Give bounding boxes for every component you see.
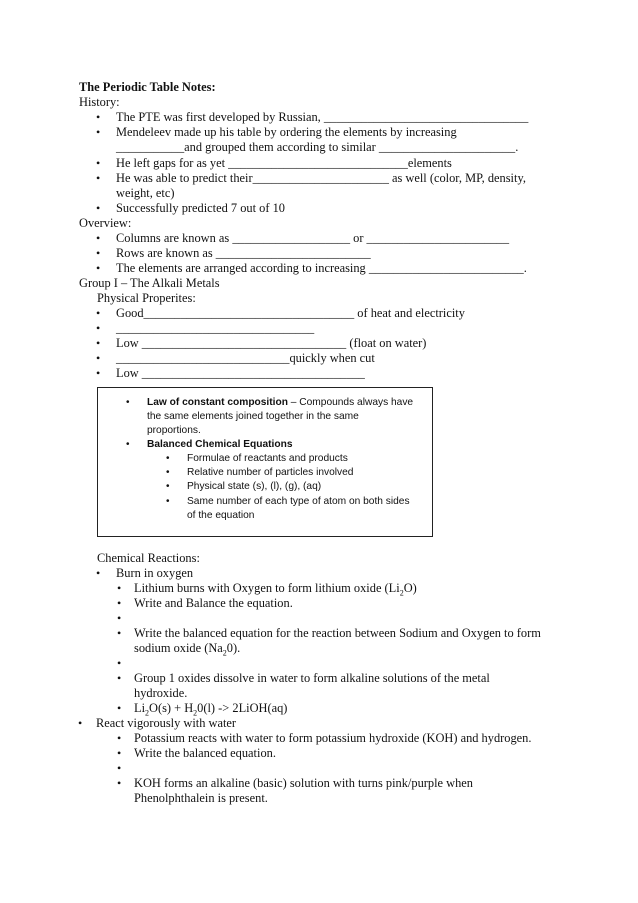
history-item: He was able to predict their______________________ as well (color, MP, density, (116, 171, 526, 185)
property-item: ____________________________quickly when cut (116, 351, 375, 365)
chemical-reactions-heading: Chemical Reactions: (97, 551, 200, 565)
bullet: • (96, 171, 101, 185)
overview-item: Columns are known as ___________________ or _______________________ (116, 231, 510, 245)
bullet: • (96, 110, 101, 124)
history-item-continued: ___________and grouped them according to similar ______________________. (116, 140, 519, 154)
balanced-sub-item-continued: of the equation (187, 510, 255, 521)
bullet: • (166, 453, 170, 464)
balanced-equations-heading: Balanced Chemical Equations (147, 439, 293, 450)
reaction-sub-item: Write and Balance the equation. (134, 596, 293, 610)
overview-item: The elements are arranged according to increasing _________________________. (116, 261, 527, 275)
bullet: • (126, 439, 130, 450)
bullet: • (117, 581, 122, 595)
equation-text: O(s) + H (149, 701, 194, 715)
reaction-sub-item-continued: hydroxide. (134, 686, 188, 700)
history-item: Successfully predicted 7 out of 10 (116, 201, 285, 215)
bullet: • (166, 481, 170, 492)
bullet: • (96, 231, 101, 245)
reaction-sub-item (134, 581, 417, 596)
reaction-text: sodium oxide (Na (134, 641, 223, 655)
subscript: 2 (222, 648, 227, 658)
bullet: • (166, 467, 170, 478)
bullet: • (117, 626, 122, 640)
balanced-sub-item: Same number of each type of atom on both sides (187, 496, 410, 507)
bullet: • (96, 246, 101, 260)
reaction-sub-item: KOH forms an alkaline (basic) solution with turns pink/purple when (134, 776, 473, 790)
bullet: • (96, 366, 101, 380)
reaction-text: O) (403, 581, 417, 595)
bullet: • (96, 125, 101, 139)
bullet: • (117, 701, 122, 715)
reaction-item: Burn in oxygen (116, 566, 194, 580)
bullet: • (117, 761, 122, 775)
reaction-sub-item-continued (134, 641, 240, 656)
bullet: • (96, 201, 101, 215)
history-heading: History: (79, 95, 120, 109)
balanced-sub-item: Physical state (s), (l), (g), (aq) (187, 481, 322, 492)
property-item: Good__________________________________ of heat and electricity (116, 306, 465, 320)
reaction-text: 0). (226, 641, 241, 655)
property-item: Low ____________________________________ (116, 366, 365, 380)
bullet: • (166, 496, 170, 507)
bullet: • (96, 351, 101, 365)
bullet: • (117, 776, 122, 790)
reaction-item: React vigorously with water (96, 716, 237, 730)
bullet: • (96, 306, 101, 320)
bullet: • (117, 656, 122, 670)
subscript: 2 (399, 588, 404, 598)
reaction-sub-item: Write the balanced equation. (134, 746, 276, 760)
subscript: 2 (193, 708, 198, 718)
law-line (147, 396, 413, 410)
subscript: 2 (145, 708, 150, 718)
bullet: • (117, 596, 122, 610)
bullet: • (96, 336, 101, 350)
history-item-continued: weight, etc) (116, 186, 175, 200)
law-definition: – Compounds always have (287, 397, 414, 408)
bullet: • (96, 321, 101, 335)
history-item: The PTE was first developed by Russian, _________________________________ (116, 110, 529, 124)
bullet: • (96, 261, 101, 275)
overview-item: Rows are known as _________________________ (116, 246, 371, 260)
bullet: • (117, 746, 122, 760)
balanced-sub-item: Formulae of reactants and products (187, 453, 348, 464)
law-term: Law of constant composition (147, 397, 288, 408)
bullet: • (126, 397, 130, 408)
group1-heading: Group I – The Alkali Metals (79, 276, 220, 290)
bullet: • (96, 156, 101, 170)
balanced-sub-item: Relative number of particles involved (187, 467, 354, 478)
lithium-oxide-equation (134, 701, 287, 716)
overview-heading: Overview: (79, 216, 132, 230)
property-item: Low _________________________________ (float on water) (116, 336, 427, 350)
law-line-continued: the same elements joined together in the same (147, 411, 359, 422)
note-box (97, 387, 433, 537)
page-title: The Periodic Table Notes: (79, 80, 216, 94)
bullet: • (117, 611, 122, 625)
reaction-sub-item: Group 1 oxides dissolve in water to form alkaline solutions of the metal (134, 671, 490, 685)
bullet: • (117, 731, 122, 745)
reaction-sub-item: Potassium reacts with water to form potassium hydroxide (KOH) and hydrogen. (134, 731, 532, 745)
bullet: • (96, 566, 101, 580)
equation-text: Li (134, 701, 146, 715)
history-item: He left gaps for as yet _____________________________elements (116, 156, 452, 170)
property-item: ________________________________ (116, 321, 315, 335)
history-item: Mendeleev made up his table by ordering the elements by increasing (116, 125, 457, 139)
law-line-continued: proportions. (147, 425, 201, 436)
bullet: • (117, 671, 122, 685)
equation-text: 0(l) -> 2LiOH(aq) (197, 701, 288, 715)
bullet: • (78, 716, 83, 730)
reaction-text: Lithium burns with Oxygen to form lithium oxide (Li (134, 581, 400, 595)
physical-properties-heading: Physical Properites: (97, 291, 196, 305)
reaction-sub-item-continued: Phenolphthalein is present. (134, 791, 268, 805)
reaction-sub-item: Write the balanced equation for the reaction between Sodium and Oxygen to form (134, 626, 541, 640)
